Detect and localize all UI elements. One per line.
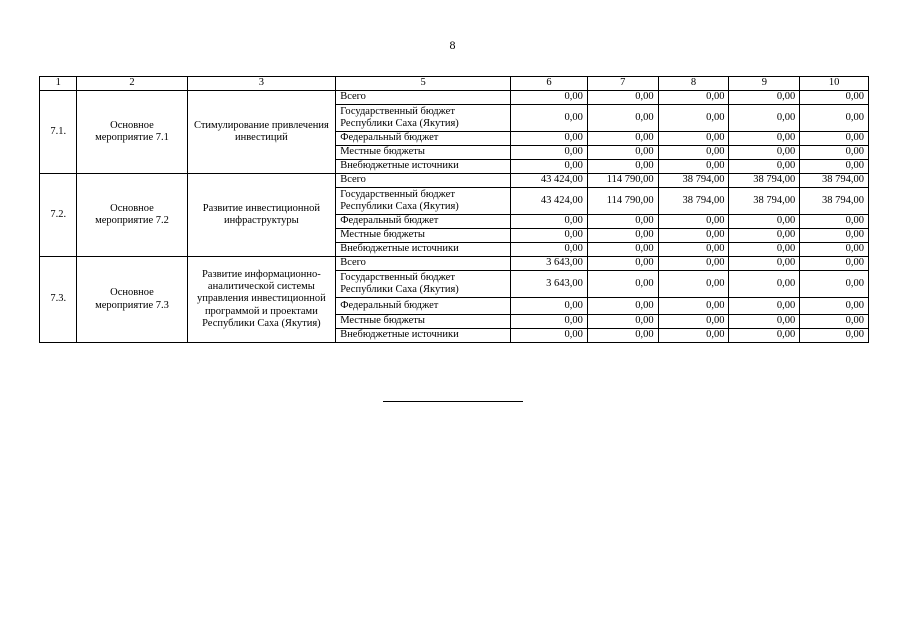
value-cell: 0,00 [800, 298, 869, 315]
value-cell: 0,00 [729, 105, 800, 132]
value-cell: 0,00 [587, 315, 658, 329]
value-cell: 0,00 [587, 215, 658, 229]
value-cell: 0,00 [658, 329, 729, 343]
table-row [40, 257, 869, 271]
funding-source: Федеральный бюджет [336, 132, 511, 146]
header-cell: 1 [40, 77, 77, 91]
value-cell: 0,00 [729, 243, 800, 257]
value-cell: 0,00 [511, 229, 588, 243]
item-number: 7.1. [40, 91, 77, 174]
value-cell: 3 643,00 [511, 257, 588, 271]
event-title: Основное мероприятие 7.2 [77, 174, 187, 257]
value-cell: 0,00 [729, 146, 800, 160]
value-cell: 43 424,00 [511, 188, 588, 215]
value-cell: 0,00 [800, 257, 869, 271]
value-cell: 0,00 [658, 91, 729, 105]
value-cell: 114 790,00 [587, 174, 658, 188]
value-cell: 0,00 [587, 160, 658, 174]
value-cell: 0,00 [658, 271, 729, 298]
value-cell: 0,00 [587, 257, 658, 271]
header-cell: 10 [800, 77, 869, 91]
value-cell: 0,00 [511, 315, 588, 329]
event-name: Развитие информационно-аналитической системы управления инвестиционной программой и проектами Республики Саха (Якутия) [187, 257, 336, 343]
value-cell: 0,00 [800, 329, 869, 343]
value-cell: 0,00 [800, 315, 869, 329]
header-cell: 5 [336, 77, 511, 91]
value-cell: 0,00 [587, 132, 658, 146]
value-cell: 0,00 [587, 329, 658, 343]
value-cell: 38 794,00 [658, 188, 729, 215]
value-cell: 0,00 [800, 132, 869, 146]
value-cell: 0,00 [511, 243, 588, 257]
event-title: Основное мероприятие 7.3 [77, 257, 187, 343]
value-cell: 0,00 [729, 257, 800, 271]
header-cell: 2 [77, 77, 187, 91]
event-name: Стимулирование привлечения инвестиций [187, 91, 336, 174]
value-cell: 43 424,00 [511, 174, 588, 188]
table-row [40, 91, 869, 105]
funding-source: Внебюджетные источники [336, 329, 511, 343]
value-cell: 38 794,00 [729, 174, 800, 188]
value-cell: 0,00 [658, 229, 729, 243]
event-title: Основное мероприятие 7.1 [77, 91, 187, 174]
value-cell: 0,00 [587, 91, 658, 105]
closing-divider [383, 401, 523, 402]
value-cell: 0,00 [658, 160, 729, 174]
value-cell: 0,00 [729, 271, 800, 298]
value-cell: 0,00 [800, 160, 869, 174]
event-name: Развитие инвестиционной инфраструктуры [187, 174, 336, 257]
funding-source: Внебюджетные источники [336, 160, 511, 174]
value-cell: 0,00 [511, 146, 588, 160]
value-cell: 0,00 [587, 146, 658, 160]
value-cell: 38 794,00 [658, 174, 729, 188]
value-cell: 0,00 [729, 132, 800, 146]
value-cell: 0,00 [800, 215, 869, 229]
page-number: 8 [449, 38, 456, 52]
value-cell: 0,00 [729, 229, 800, 243]
value-cell: 0,00 [800, 271, 869, 298]
value-cell: 38 794,00 [800, 174, 869, 188]
value-cell: 0,00 [511, 215, 588, 229]
value-cell: 0,00 [511, 160, 588, 174]
value-cell: 0,00 [800, 105, 869, 132]
value-cell: 0,00 [729, 160, 800, 174]
funding-source: Местные бюджеты [336, 146, 511, 160]
value-cell: 0,00 [658, 315, 729, 329]
value-cell: 0,00 [800, 243, 869, 257]
value-cell: 0,00 [587, 271, 658, 298]
item-number: 7.2. [40, 174, 77, 257]
funding-source: Федеральный бюджет [336, 215, 511, 229]
header-cell: 3 [187, 77, 336, 91]
value-cell: 38 794,00 [729, 188, 800, 215]
value-cell: 0,00 [658, 132, 729, 146]
header-cell: 6 [511, 77, 588, 91]
value-cell: 0,00 [729, 215, 800, 229]
funding-source: Местные бюджеты [336, 229, 511, 243]
value-cell: 0,00 [511, 105, 588, 132]
value-cell: 0,00 [587, 229, 658, 243]
budget-table [39, 76, 869, 343]
header-row [40, 77, 869, 91]
value-cell: 0,00 [511, 298, 588, 315]
value-cell: 0,00 [729, 91, 800, 105]
header-cell: 7 [587, 77, 658, 91]
value-cell: 0,00 [587, 243, 658, 257]
value-cell: 0,00 [511, 91, 588, 105]
value-cell: 0,00 [800, 146, 869, 160]
header-cell: 9 [729, 77, 800, 91]
value-cell: 0,00 [587, 298, 658, 315]
value-cell: 0,00 [587, 105, 658, 132]
value-cell: 0,00 [729, 329, 800, 343]
value-cell: 0,00 [658, 298, 729, 315]
header-cell: 8 [658, 77, 729, 91]
funding-source: Всего [336, 174, 511, 188]
value-cell: 0,00 [729, 315, 800, 329]
value-cell: 3 643,00 [511, 271, 588, 298]
funding-source: Федеральный бюджет [336, 298, 511, 315]
value-cell: 0,00 [800, 229, 869, 243]
value-cell: 0,00 [800, 91, 869, 105]
funding-source: Местные бюджеты [336, 315, 511, 329]
value-cell: 114 790,00 [587, 188, 658, 215]
value-cell: 0,00 [658, 215, 729, 229]
value-cell: 0,00 [658, 146, 729, 160]
value-cell: 38 794,00 [800, 188, 869, 215]
value-cell: 0,00 [658, 257, 729, 271]
funding-source: Государственный бюджет Республики Саха (Якутия) [336, 188, 511, 215]
value-cell: 0,00 [511, 329, 588, 343]
table-row [40, 174, 869, 188]
value-cell: 0,00 [729, 298, 800, 315]
value-cell: 0,00 [511, 132, 588, 146]
funding-source: Всего [336, 91, 511, 105]
value-cell: 0,00 [658, 243, 729, 257]
funding-source: Государственный бюджет Республики Саха (Якутия) [336, 271, 511, 298]
funding-source: Государственный бюджет Республики Саха (Якутия) [336, 105, 511, 132]
item-number: 7.3. [40, 257, 77, 343]
funding-source: Внебюджетные источники [336, 243, 511, 257]
value-cell: 0,00 [658, 105, 729, 132]
funding-source: Всего [336, 257, 511, 271]
